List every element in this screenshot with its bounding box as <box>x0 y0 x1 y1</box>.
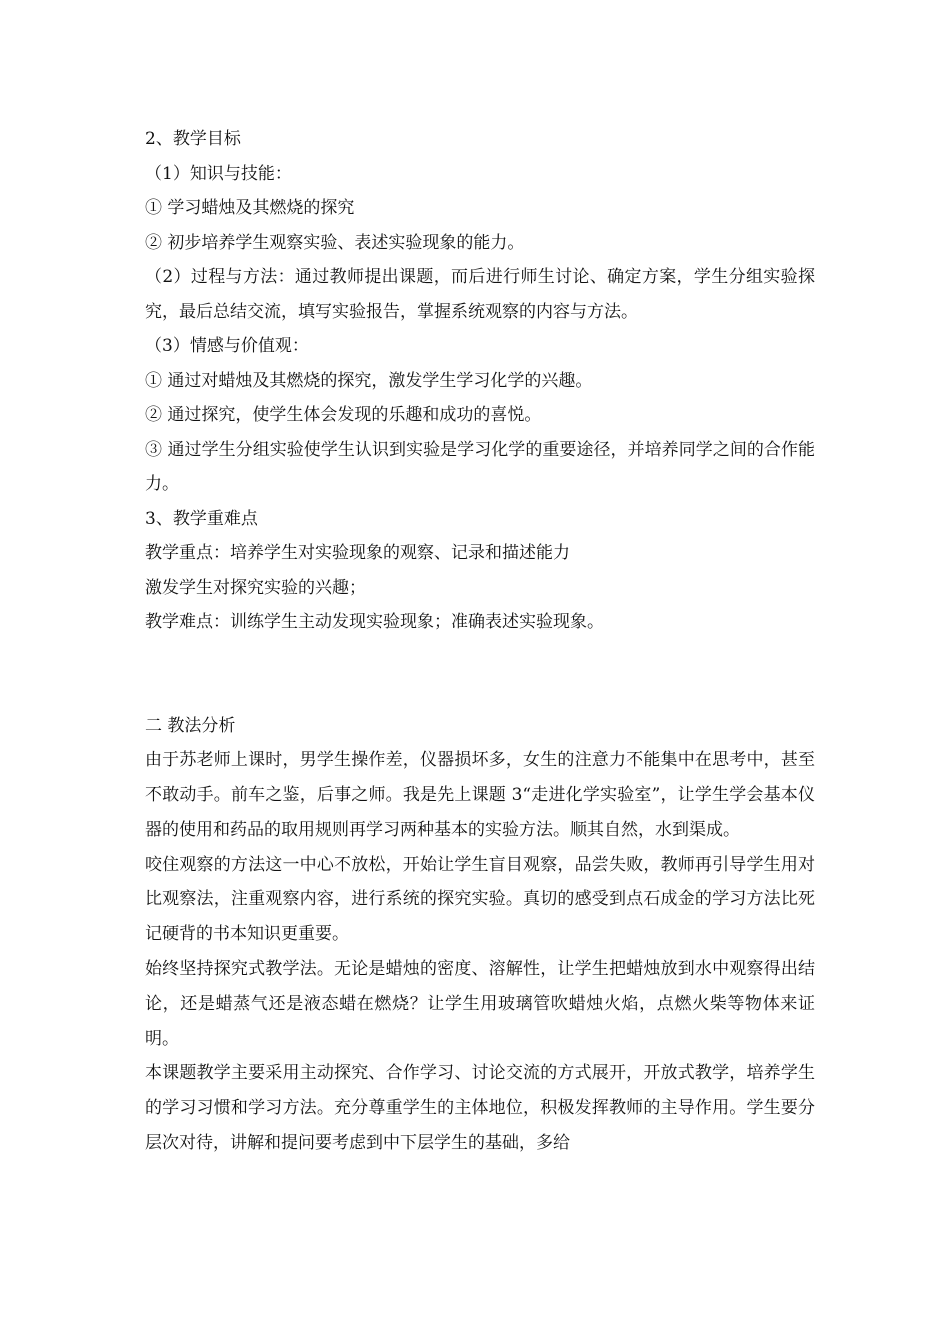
paragraph: 由于苏老师上课时，男学生操作差，仪器损坏多，女生的注意力不能集中在思考中，甚至不敢动手。前车之鉴，后事之师。我是先上课题 3“走进化学实验室”，让学生学会基本仪器的使用和药品的取用规则再学习两种基本的实验方法。顺其自然，水到渠成。 <box>145 750 815 840</box>
teaching-method-section <box>145 709 815 1161</box>
list-item: ③ 通过学生分组实验使学生认识到实验是学习化学的重要途径，并培养同学之间的合作能力。 <box>145 439 815 494</box>
list-item: ① 学习蜡烛及其燃烧的探究 <box>145 198 355 218</box>
subheading-knowledge-skills: （1）知识与技能： <box>145 163 292 184</box>
section-heading-key-points: 3、教学重难点 <box>145 508 258 529</box>
document-body <box>145 122 815 1161</box>
subheading-emotion-values: （3）情感与价值观： <box>145 336 309 356</box>
paragraph: 始终坚持探究式教学法。无论是蜡烛的密度、溶解性，让学生把蜡烛放到水中观察得出结论，还是蜡蒸气还是液态蜡在燃烧？让学生用玻璃管吹蜡烛火焰，点燃火柴等物体来证明。 <box>145 959 815 1049</box>
list-item: ② 通过探究，使学生体会发现的乐趣和成功的喜悦。 <box>145 405 542 425</box>
key-point-text: 教学重点：培养学生对实验现象的观察、记录和描述能力 <box>145 543 570 563</box>
section-spacer <box>145 640 815 709</box>
list-item: ② 初步培养学生观察实验、表述实验现象的能力。 <box>145 232 525 253</box>
paragraph: 本课题教学主要采用主动探究、合作学习、讨论交流的方式展开，开放式教学，培养学生的学习习惯和学习方法。充分尊重学生的主体地位，积极发挥教师的主导作用。学生要分层次对待，讲解和提问要考虑到中下层学生的基础，多给 <box>145 1063 815 1154</box>
key-point-text: 激发学生对探究实验的兴趣； <box>145 577 366 598</box>
section-heading-teaching-method: 二 教法分析 <box>145 715 236 736</box>
paragraph: 咬住观察的方法这一中心不放松，开始让学生盲目观察，品尝失败，教师再引导学生用对比观察法，注重观察内容，进行系统的探究实验。真切的感受到点石成金的学习方法比死记硬背的书本知识更重要。 <box>145 854 815 945</box>
paragraph-process-methods: （2）过程与方法：通过教师提出课题，而后进行师生讨论、确定方案，学生分组实验探究，最后总结交流，填写实验报告，掌握系统观察的内容与方法。 <box>145 267 815 322</box>
section-heading-teaching-goals: 2、教学目标 <box>145 129 241 149</box>
difficulty-text: 教学难点：训练学生主动发现实验现象；准确表述实验现象。 <box>145 612 604 632</box>
list-item: ① 通过对蜡烛及其燃烧的探究，激发学生学习化学的兴趣。 <box>145 370 593 391</box>
